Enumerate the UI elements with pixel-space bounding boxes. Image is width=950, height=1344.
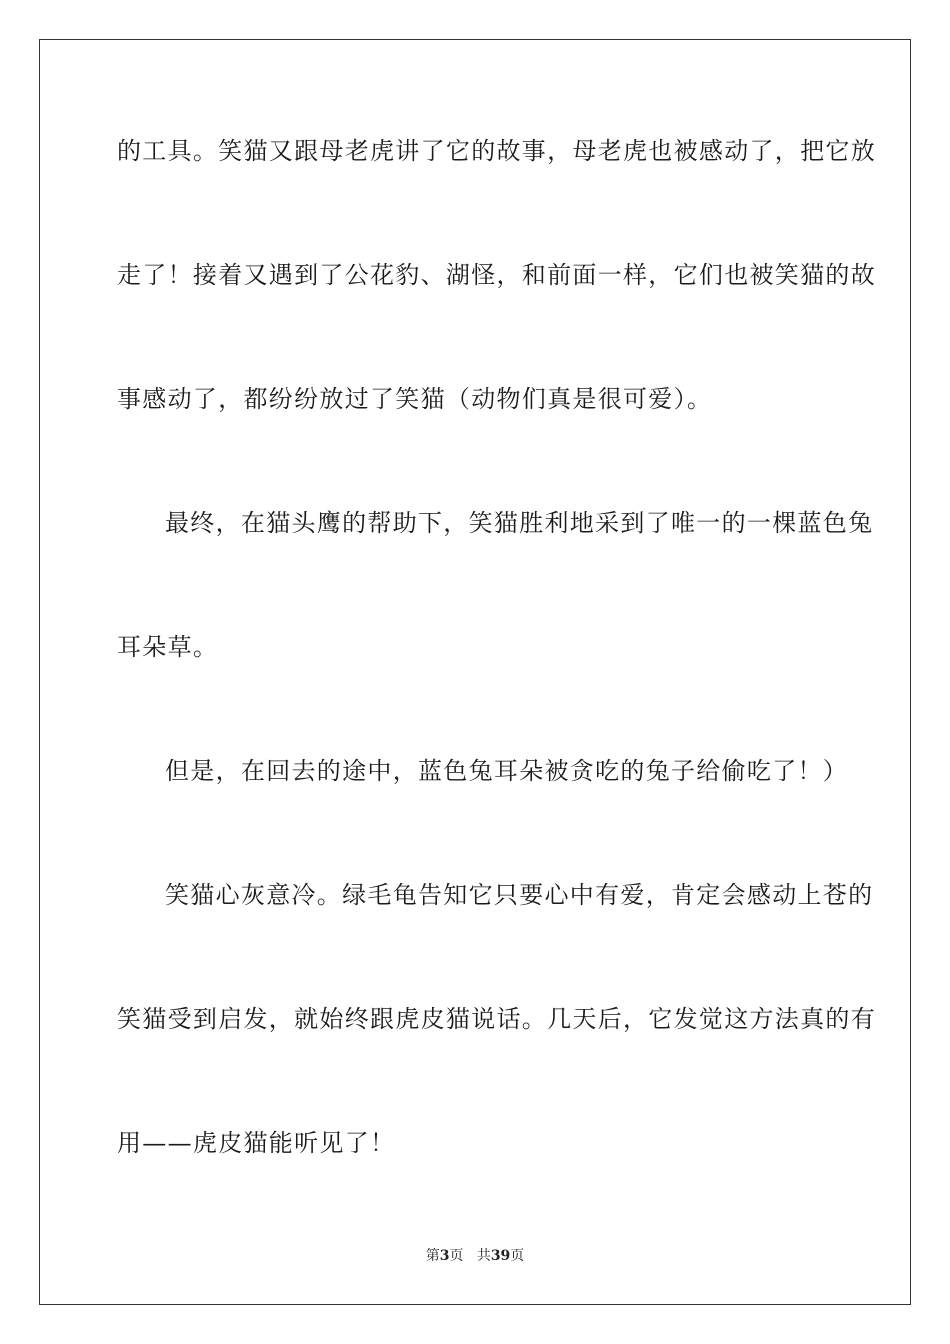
paragraph-final-line-1: 最终，在猫头鹰的帮助下，笑猫胜利地采到了唯一的一棵蓝色兔 <box>165 509 874 537</box>
text-line-3: 事感动了，都纷纷放过了笑猫（动物们真是很可爱）。 <box>117 385 713 413</box>
paragraph-heart-line-3: 用——虎皮猫能听见了！ <box>117 1129 396 1157</box>
footer-total-prefix: 共 <box>476 1248 491 1264</box>
footer-page-number: 3 <box>439 1248 450 1264</box>
paragraph-final-line-2: 耳朵草。 <box>117 633 219 661</box>
footer-page-suffix: 页 <box>449 1248 464 1264</box>
page-footer <box>0 1246 950 1266</box>
footer-total-pages: 39 <box>490 1248 511 1264</box>
text-line-2: 走了！接着又遇到了公花豹、湖怪，和前面一样，它们也被笑猫的故 <box>117 261 876 289</box>
footer-page-prefix: 第 <box>425 1248 440 1264</box>
footer-total-suffix: 页 <box>510 1248 525 1264</box>
paragraph-heart-line-1: 笑猫心灰意冷。绿毛龟告知它只要心中有爱，肯定会感动上苍的 <box>165 881 874 909</box>
paragraph-but-line: 但是，在回去的途中，蓝色兔耳朵被贪吃的兔子给偷吃了！） <box>165 757 849 785</box>
page-border <box>39 39 911 1305</box>
paragraph-heart-line-2: 笑猫受到启发，就始终跟虎皮猫说话。几天后，它发觉这方法真的有 <box>117 1005 876 1033</box>
text-line-1: 的工具。笑猫又跟母老虎讲了它的故事，母老虎也被感动了，把它放 <box>117 137 876 165</box>
